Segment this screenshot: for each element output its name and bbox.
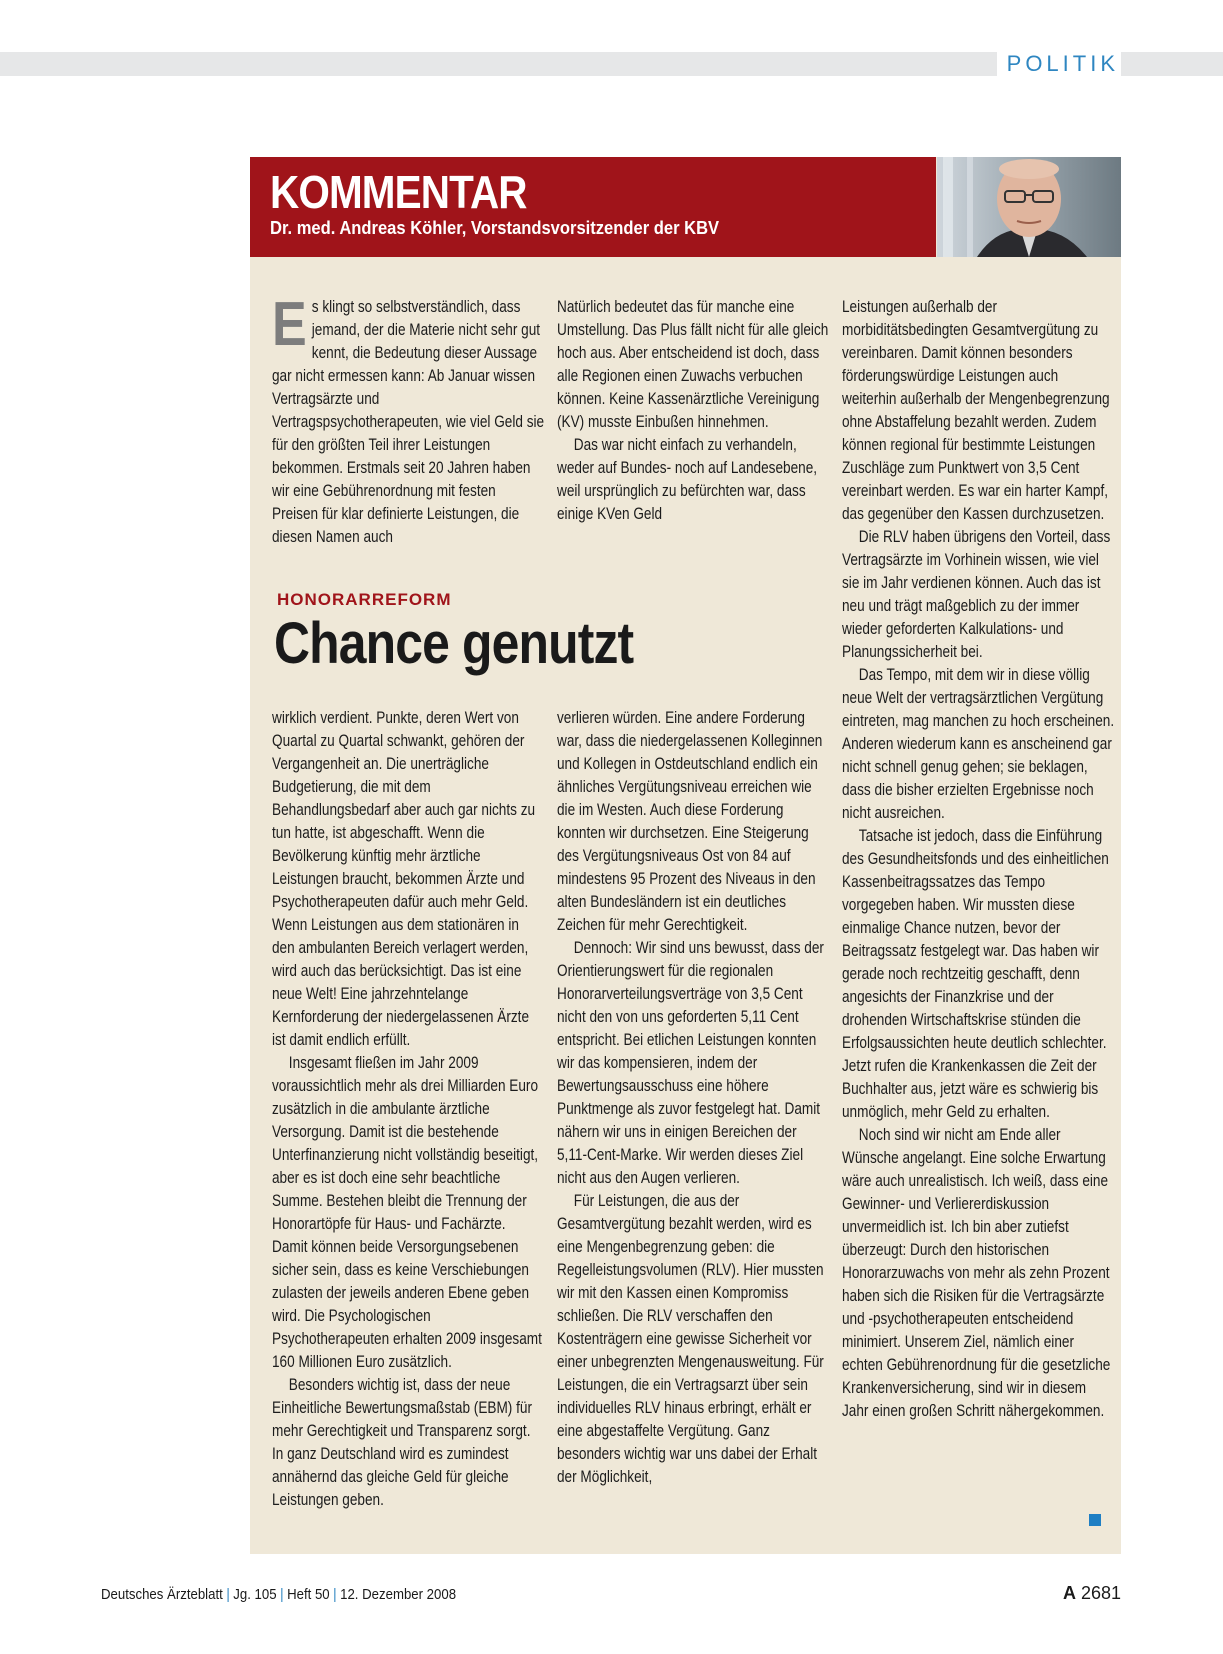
journal-date: 12. Dezember 2008 [340, 1586, 457, 1603]
paragraph: Leistungen außerhalb der morbiditätsbedingten Gesamtvergütung zu vereinbaren. Damit können besonders förderungswürdige Leistungen auch weiterhin außerhalb der Mengenbegrenzung ohne Abstaffelung bezahlt werden. Zudem können regional für bestimmte Leistungen Zuschläge zum Punktwert von 3,5 Cent vereinbart werden. Es war ein harter Kampf, das gegenüber den Kassen durchzusetzen. [842, 298, 1110, 523]
journal-issue: Heft 50 [287, 1586, 330, 1603]
author-byline: Dr. med. Andreas Köhler, Vorstandsvorsitzender der KBV [270, 218, 720, 238]
paragraph: Die RLV haben übrigens den Vorteil, dass Vertragsärzte im Vorhinein wissen, wie viel sie im Jahr verdienen können. Auch das ist neu und trägt maßgeblich zu der immer wieder geforderten Kalkulations- und Planungssicherheit bei. [842, 528, 1111, 661]
page-number-value: 2681 [1080, 1583, 1121, 1603]
comment-kicker: KOMMENTAR [270, 166, 527, 218]
paragraph: Das Tempo, mit dem wir in diese völlig neue Welt der vertragsärztlichen Vergütung eintreten, mag manchen zu hoch erscheinen. Anderen wiederum kann es anscheinend gar nicht schnell genug gehen; sie beklagen, dass die bisher erzielten Ergebnisse noch nicht ausreichen. [842, 666, 1115, 822]
paragraph: Das war nicht einfach zu verhandeln, weder auf Bundes- noch auf Landesebene, weil ursprünglich zu befürchten war, dass einige KVen Geld [557, 436, 818, 523]
column-3 [842, 296, 1114, 1423]
author-portrait [937, 157, 1121, 257]
paragraph: Besonders wichtig ist, dass der neue Einheitliche Bewertungsmaßstab (EBM) für mehr Gerechtigkeit und Transparenz sorgt. In ganz Deutschland wird es zumindest annähernd das gleiche Geld für gleiche Leistungen geben. [272, 1376, 532, 1509]
journal-name: Deutsches Ärzteblatt [101, 1586, 223, 1603]
article-headline: Chance genutzt [274, 611, 634, 676]
column-1-bottom [272, 707, 544, 1512]
paragraph: Noch sind wir nicht am Ende aller Wünsche angelangt. Eine solche Erwartung wäre auch unrealistisch. Ich weiß, dass eine Gewinner- und Verliererdiskussion unvermeidlich ist. Ich bin aber zutiefst überzeugt: Durch den historischen Honorarzuwachs von mehr als zehn Prozent haben sich die Risiken für die Vertragsärzte und -psychotherapeuten entscheidend minimiert. Unserem Ziel, nämlich einer echten Gebührenordnung für die gesetzliche Krankenversicherung, sind wir in diesem Jahr einen großen Schritt nähergekommen. [842, 1126, 1111, 1420]
paragraph: Für Leistungen, die aus der Gesamtvergütung bezahlt werden, wird es eine Mengenbegrenzung geben: die Regelleistungsvolumen (RLV). Hier mussten wir mit den Kassen einen Kompromiss schließen. Die RLV verschaffen den Kostenträgern eine gewisse Sicherheit vor einer unbegrenzten Mengenausweitung. Für Leistungen, die ein Vertragsarzt über sein individuelles RLV hinaus erbringt, erhält er eine abgestaffelte Vergütung. Ganz besonders wichtig war uns dabei der Erhalt der Möglichkeit, [557, 1192, 824, 1486]
paragraph: wirklich verdient. Punkte, deren Wert von Quartal zu Quartal schwankt, gehören der Vergangenheit an. Die unerträgliche Budgetierung, die mit dem Behandlungsbedarf aber auch gar nichts zu tun hatte, ist abgeschafft. Wenn die Bevölkerung künftig mehr ärztliche Leistungen braucht, bekommen Ärzte und Psychotherapeuten dafür auch mehr Geld. Wenn Leistungen aus dem stationären in den ambulanten Bereich verlagert werden, wird auch das berücksichtigt. Das ist eine neue Welt! Eine jahrzehntelange Kernforderung der niedergelassenen Ärzte ist damit endlich erfüllt. [272, 709, 536, 1049]
footer-citation: Deutsches Ärzteblatt | Jg. 105 | Heft 50 | 12. Dezember 2008 [101, 1586, 457, 1603]
column-2-bottom [557, 707, 829, 1489]
column-1-top [272, 290, 545, 549]
page-prefix: A [1062, 1583, 1076, 1603]
paragraph: Natürlich bedeutet das für manche eine Umstellung. Das Plus fällt nicht für alle gleich hoch aus. Aber entscheidend ist doch, dass alle Regionen einen Zuwachs verbuchen können. Keine Kassenärztliche Vereinigung (KV) musste Einbußen hinnehmen. [557, 298, 829, 431]
end-mark-icon [1089, 1514, 1101, 1526]
paragraph: verlieren würden. Eine andere Forderung war, dass die niedergelassenen Kolleginnen und Kollegen in Ostdeutschland endlich ein ähnliches Vergütungsniveau erreichen wie die im Westen. Auch diese Forderung konnten wir durchsetzen. Eine Steigerung des Vergütungsniveaus Ost von 84 auf mindestens 95 Prozent des Niveaus in den alten Bundesländern ist ein deutliches Zeichen für mehr Gerechtigkeit. [557, 709, 823, 934]
author-portrait-image [937, 157, 1121, 257]
paragraph: Dennoch: Wir sind uns bewusst, dass der Orientierungswert für die regionalen Honorarverteilungsverträge von 3,5 Cent nicht den von uns geforderten 5,11 Cent entspricht. Bei etlichen Leistungen konnten wir das kompensieren, indem der Bewertungsausschuss eine höhere Punktmenge als zuvor festgelegt hat. Damit nähern wir uns in einigen Bereichen der 5,11-Cent-Marke. Wir werden dieses Ziel nicht aus den Augen verlieren. [557, 939, 824, 1187]
column-2-top [557, 296, 829, 526]
article-rubric: HONORARREFORM [277, 590, 452, 609]
paragraph: s klingt so selbstverständlich, dass jemand, der die Materie nicht sehr gut kennt, die Bedeutung dieser Aussage gar nicht ermessen kann: Ab Januar wissen Vertragsärzte und Vertragspsychotherapeuten, wie viel Geld sie für den größten Teil ihrer Leistungen bekommen. Erstmals seit 20 Jahren haben wir eine Gebührenordnung mit festen Preisen für klar definierte Leistungen, die diesen Namen auch [272, 298, 545, 546]
journal-volume: Jg. 105 [233, 1586, 277, 1603]
paragraph: Insgesamt fließen im Jahr 2009 voraussichtlich mehr als drei Milliarden Euro zusätzlich in die ambulante ärztliche Versorgung. Damit ist die bestehende Unterfinanzierung nicht vollständig beseitigt, aber es ist doch eine sehr beachtliche Summe. Bestehen bleibt die Trennung der Honorartöpfe für Haus- und Fachärzte. Damit können beide Versorgungsebenen sicher sein, dass es keine Verschiebungen zulasten der jeweils anderen Ebene geben wird. Die Psychologischen Psychotherapeuten erhalten 2009 insgesamt 160 Millionen Euro zusätzlich. [272, 1054, 542, 1371]
drop-cap: E [272, 290, 307, 359]
section-label: POLITIK [997, 50, 1121, 78]
paragraph: Tatsache ist jedoch, dass die Einführung des Gesundheitsfonds und des einheitlichen Kassenbeitragssatzes das Tempo vorgegeben haben. Wir mussten diese einmalige Chance nutzen, bevor der Beitragssatz festgelegt war. Das haben wir gerade noch rechtzeitig geschafft, denn angesichts der Finanzkrise und der drohenden Wirtschaftskrise stünden die Erfolgsaussichten heute deutlich schlechter. Jetzt rufen die Krankenkassen die Zeit der Buchhalter aus, jetzt wäre es schwierig bis unmöglich, mehr Geld zu erhalten. [842, 827, 1109, 1121]
page-number [1063, 1583, 1121, 1604]
